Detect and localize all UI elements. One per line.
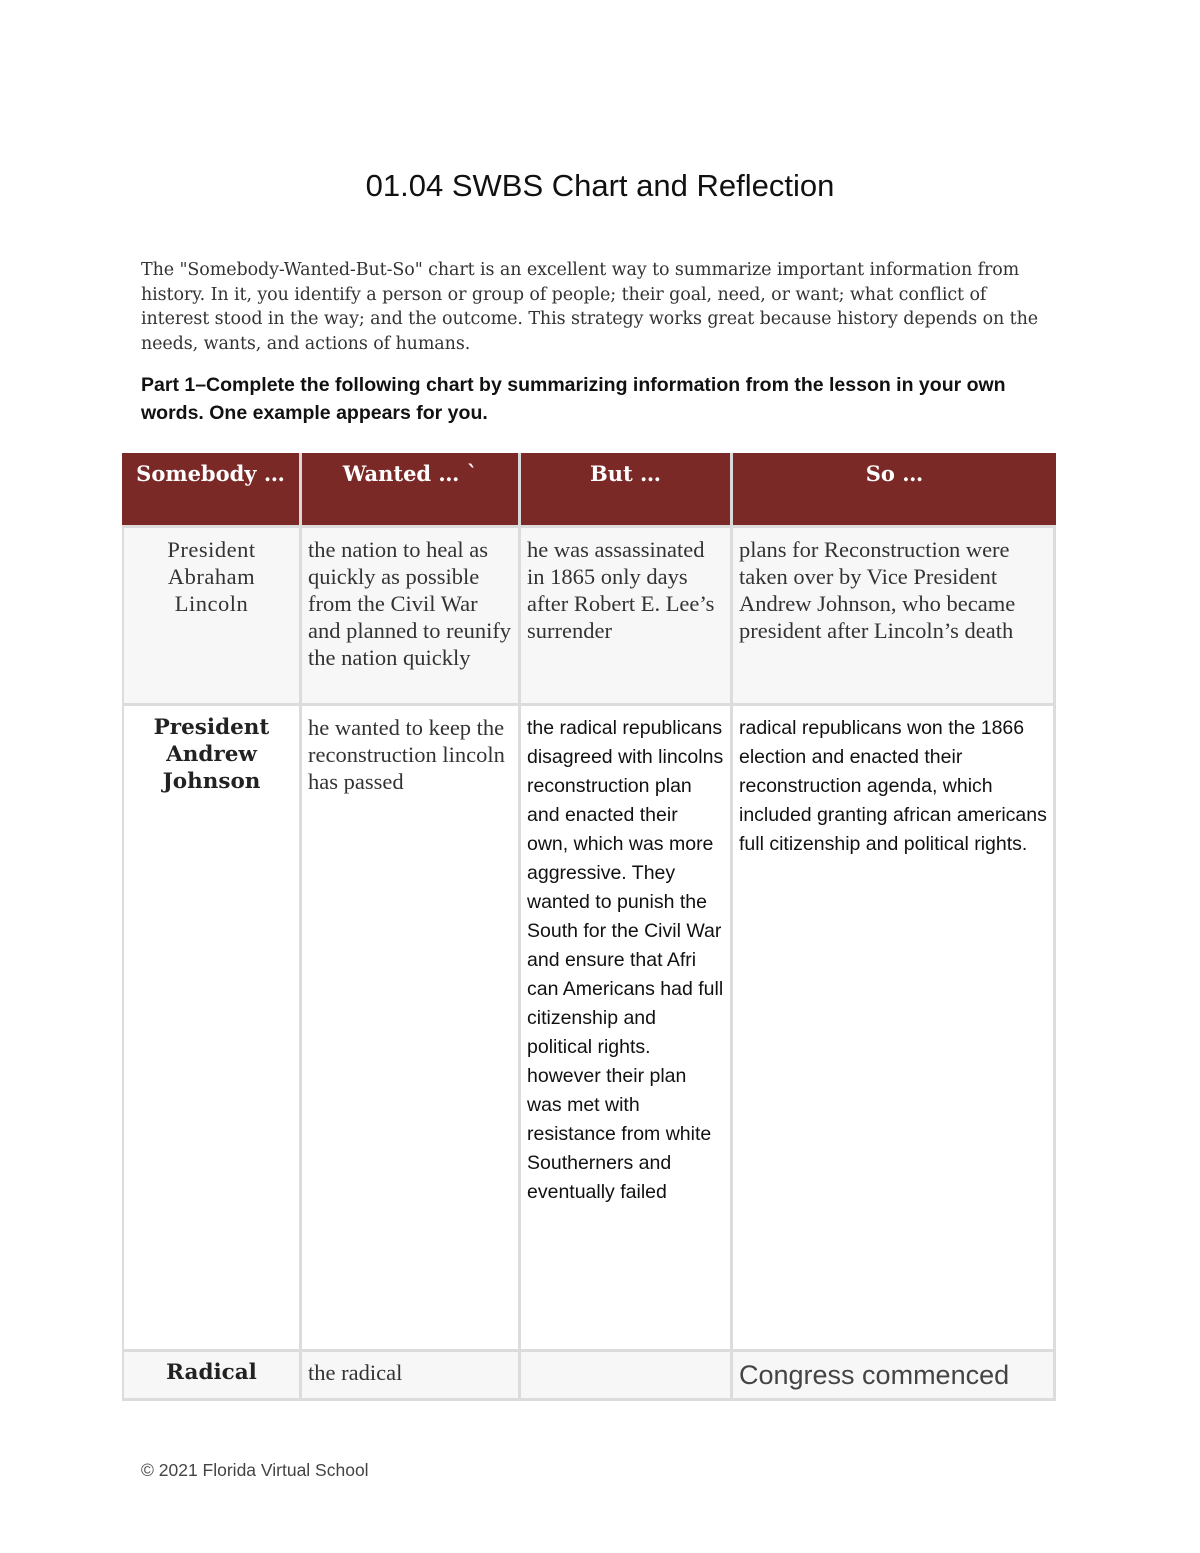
cell-wanted[interactable]: he wanted to keep the reconstruction lincoln has passed [302, 703, 521, 1349]
cell-so[interactable]: plans for Reconstruction were taken over by Vice President Andrew Johnson, who became president after Lincoln’s death [733, 525, 1056, 703]
cell-somebody[interactable]: President Andrew Johnson [122, 703, 302, 1349]
cell-so[interactable]: radical republicans won the 1866 election and enacted their reconstruction agenda, which included granting african americans full citizenship and political rights. [733, 703, 1056, 1349]
cell-wanted[interactable]: the radical [302, 1349, 521, 1401]
copyright-footer: © 2021 Florida Virtual School [141, 1460, 369, 1480]
header-but: But … [521, 453, 733, 525]
header-somebody: Somebody … [122, 453, 302, 525]
table-row-lincoln [122, 525, 1056, 703]
header-so: So … [733, 453, 1056, 525]
table-row-radical [122, 1349, 1056, 1401]
cell-but[interactable]: he was assassinated in 1865 only days after Robert E. Lee’s surrender [521, 525, 733, 703]
swbs-chart [122, 453, 1056, 1401]
cell-so[interactable]: Congress commenced [733, 1349, 1056, 1401]
page-title: 01.04 SWBS Chart and Reflection [365, 168, 835, 203]
table-row-johnson [122, 703, 1056, 1349]
header-row [122, 453, 1056, 525]
part1-instructions: Part 1–Complete the following chart by summarizing information from the lesson in your own words. One example appears for you. [141, 374, 1006, 424]
cell-somebody[interactable]: Radical [122, 1349, 302, 1401]
cell-but[interactable] [521, 1349, 733, 1401]
cell-wanted[interactable]: the nation to heal as quickly as possible from the Civil War and planned to reunify the nation quickly [302, 525, 521, 703]
intro-paragraph: The "Somebody-Wanted-But-So" chart is an excellent way to summarize important information from history. In it, you identify a person or group of people; their goal, need, or want; what conflict of interest stood in the way; and the outcome. This strategy works great because history depends on the needs, wants, and actions of humans. [141, 260, 1039, 354]
cell-somebody[interactable]: President Abraham Lincoln [122, 525, 302, 703]
cell-but[interactable]: the radical republicans disagreed with lincolns reconstruction plan and enacted their own, which was more aggressive. They wanted to punish the South for the Civil War and ensure that Afri can Americans had full citizenship and political rights. however their plan was met with resistance from white Southerners and eventually failed [521, 703, 733, 1349]
header-wanted: Wanted … ` [302, 453, 521, 525]
